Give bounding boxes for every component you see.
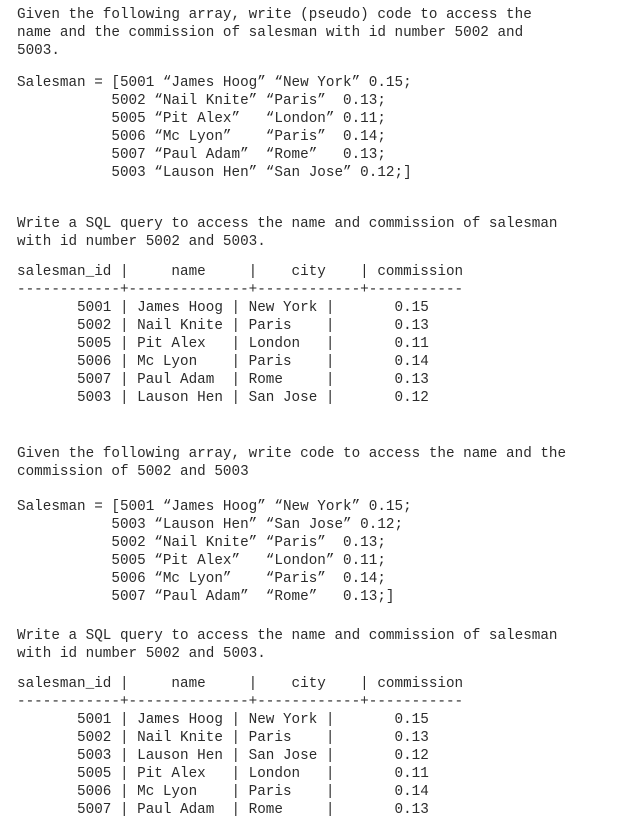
q2-table-header: salesman_id | name | city | commission: [17, 264, 464, 280]
q1-prompt-line-1: Given the following array, write (pseudo) code to access the: [17, 7, 532, 23]
q1-prompt-line-2: name and the commission of salesman with id number 5002 and: [17, 25, 524, 41]
q4-table-row: 5006 | Mc Lyon | Paris | 0.14: [17, 784, 429, 800]
q3-array-line: 5003 “Lauson Hen” “San Jose” 0.12;: [17, 517, 404, 533]
q1-array-line: 5006 “Mc Lyon” “Paris” 0.14;: [17, 129, 386, 145]
q4-table-row: 5001 | James Hoog | New York | 0.15: [17, 712, 429, 728]
q2-table-row: 5003 | Lauson Hen | San Jose | 0.12: [17, 390, 429, 406]
q2-table-row: 5007 | Paul Adam | Rome | 0.13: [17, 372, 429, 388]
q2-table-row: 5002 | Nail Knite | Paris | 0.13: [17, 318, 429, 334]
q4-table-header: salesman_id | name | city | commission: [17, 676, 464, 692]
q4-table-row: 5007 | Paul Adam | Rome | 0.13: [17, 802, 429, 818]
q2-table-row: 5005 | Pit Alex | London | 0.11: [17, 336, 429, 352]
q4-table-row: 5005 | Pit Alex | London | 0.11: [17, 766, 429, 782]
q2-table-separator: ------------+--------------+------------+-----------: [17, 282, 464, 298]
q4-table-separator: ------------+--------------+------------+-----------: [17, 694, 464, 710]
q4-table-row: 5003 | Lauson Hen | San Jose | 0.12: [17, 748, 429, 764]
q1-array-line: 5003 “Lauson Hen” “San Jose” 0.12;]: [17, 165, 412, 181]
q2-table-row: 5001 | James Hoog | New York | 0.15: [17, 300, 429, 316]
q3-array-line: 5007 “Paul Adam” “Rome” 0.13;]: [17, 589, 395, 605]
q1-array-line: 5005 “Pit Alex” “London” 0.11;: [17, 111, 386, 127]
q3-array-line: 5005 “Pit Alex” “London” 0.11;: [17, 553, 386, 569]
q4-table-row: 5002 | Nail Knite | Paris | 0.13: [17, 730, 429, 746]
q1-array-line: 5007 “Paul Adam” “Rome” 0.13;: [17, 147, 386, 163]
q4-prompt-line-2: with id number 5002 and 5003.: [17, 646, 266, 662]
q4-prompt-line-1: Write a SQL query to access the name and commission of salesman: [17, 628, 558, 644]
q2-prompt-line-1: Write a SQL query to access the name and commission of salesman: [17, 216, 558, 232]
q1-prompt-line-3: 5003.: [17, 43, 60, 59]
q3-array-line: Salesman = [5001 “James Hoog” “New York” 0.15;: [17, 499, 412, 515]
q1-array-line: 5002 “Nail Knite” “Paris” 0.13;: [17, 93, 386, 109]
q3-array-line: 5006 “Mc Lyon” “Paris” 0.14;: [17, 571, 386, 587]
q2-table-row: 5006 | Mc Lyon | Paris | 0.14: [17, 354, 429, 370]
q2-prompt-line-2: with id number 5002 and 5003.: [17, 234, 266, 250]
q3-array-line: 5002 “Nail Knite” “Paris” 0.13;: [17, 535, 386, 551]
q1-array-line: Salesman = [5001 “James Hoog” “New York” 0.15;: [17, 75, 412, 91]
q3-prompt-line-2: commission of 5002 and 5003: [17, 464, 249, 480]
q3-prompt-line-1: Given the following array, write code to access the name and the: [17, 446, 567, 462]
